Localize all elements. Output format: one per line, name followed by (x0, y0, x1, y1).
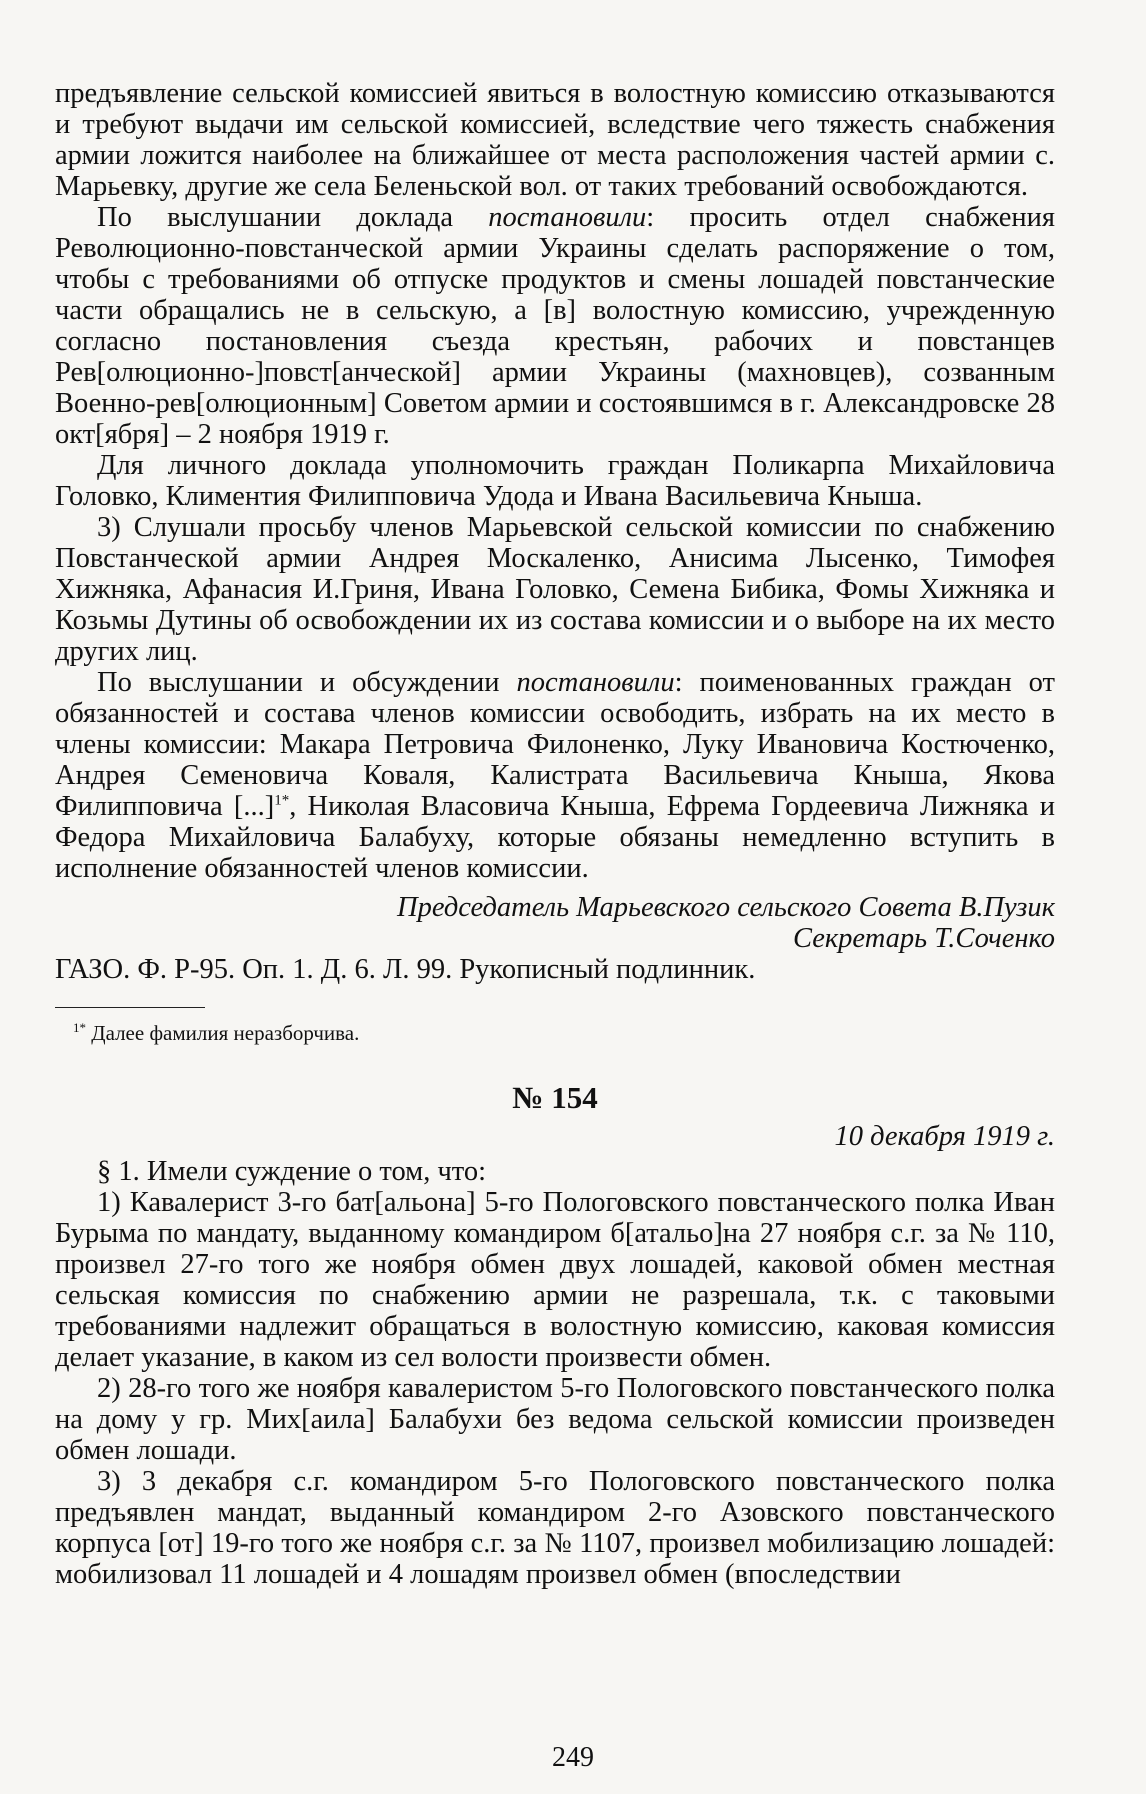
list-item: 1) Кавалерист 3-го бат[альона] 5-го Пологовского повстанческого полка Иван Бурыма по мандату, выданному командиром б[атальо]на 27 ноября с.г. за № 110, произвел 27-го того же ноября обмен двух лошадей, каковой обмен местная сельская комиссия по снабжению армии не разрешала, т.к. с таковыми требованиями надлежит обращаться в волостную комиссию, каковая комиссия делает указание, в каком из сел волости произвести обмен. (55, 1187, 1055, 1373)
page-number: 249 (552, 1742, 594, 1773)
paragraph-resolution-1 (55, 202, 1055, 450)
text-column (55, 78, 1055, 1590)
paragraph-item-3: 3) Слушали просьбу членов Марьевской сельской комиссии по снабжению Повстанческой армии Андрея Москаленко, Анисима Лысенко, Тимофея Хижняка, Афанасия И.Гриня, Ивана Головко, Семена Бибика, Фомы Хижняка и Козьмы Дутины об освобождении их из состава комиссии и о выборе на их место других лиц. (55, 512, 1055, 667)
paragraph-resolution-2 (55, 667, 1055, 884)
archive-reference: ГАЗО. Ф. Р-95. Оп. 1. Д. 6. Л. 99. Рукописный подлинник. (55, 954, 756, 985)
signature-chairman: Председатель Марьевского сельского Совета В.Пузик (397, 892, 1055, 923)
section-heading: § 1. Имели суждение о том, что: (97, 1156, 487, 1187)
paragraph-delegation: Для личного доклада уполномочить граждан Поликарпа Михайловича Головко, Климентия Филипповича Удода и Ивана Васильевича Кныша. (55, 450, 1055, 512)
footnote (55, 1020, 1055, 1046)
footnote-text: Далее фамилия неразборчива. (91, 1021, 360, 1045)
list-item: 2) 28-го того же ноября кавалеристом 5-го Пологовского повстанческого полка на дому у гр. Мих[аила] Балабухи без ведома сельской комиссии произведен обмен лошади. (55, 1373, 1055, 1466)
document-number: № 154 (512, 1080, 598, 1115)
footnote-reference: 1* (274, 792, 290, 809)
paragraph-continuation: предъявление сельской комиссией явиться в волостную комиссию отказываются и требуют выдачи им сельской комиссией, вследствие чего тяжесть снабжения армии ложится наиболее на ближайшее от места расположения частей армии с. Марьевку, другие же села Беленьской вол. от таких требований освобождаются. (55, 78, 1055, 202)
text-run: , Николая Власовича Кныша, Ефрема Гордеевича Лижняка и Федора Михайловича Балабуху, которые обязаны немедленно вступить в исполнение обязанностей членов комиссии. (55, 791, 1055, 884)
list-item: 3) 3 декабря с.г. командиром 5-го Пологовского повстанческого полка предъявлен мандат, выданный командиром 2-го Азовского повстанческого корпуса [от] 19-го того же ноября с.г. за № 1107, произвел мобилизацию лошадей: мобилизовал 11 лошадей и 4 лошадям произвел обмен (впоследствии (55, 1466, 1055, 1590)
footnote-mark: 1* (73, 1020, 86, 1035)
footnote-divider (55, 1007, 205, 1008)
text-run: По выслушании доклада (97, 202, 489, 233)
text-run: : поименованных граждан от обязанностей и состава членов комиссии освободить, избрать на их место в члены комиссии: Макара Петровича Филоненко, Луку Ивановича Костюченко, Андрея Семеновича Коваля, Калистрата Васильевича Кныша, Якова Филипповича [...] (55, 667, 1055, 822)
document-date: 10 декабря 1919 г. (834, 1121, 1055, 1152)
emphasis-text: постановили (488, 202, 647, 233)
text-run: По выслушании и обсуждении (97, 667, 517, 698)
text-run: : просить отдел снабжения Революционно-повстанческой армии Украины сделать распоряжение о том, чтобы с требованиями об отпуске продуктов и смены лошадей повстанческие части обращались не в сельскую, а [в] волостную комиссию, учрежденную согласно постановления съезда крестьян, рабочих и повстанцев Рев[олюционно-]повст[анческой] армии Украины (махновцев), созванным Военно-рев[олюционным] Советом армии и состоявшимся в г. Александровске 28 окт[ября] – 2 ноября 1919 г. (55, 202, 1056, 450)
emphasis-text: постановили (516, 667, 675, 698)
signature-secretary: Секретарь Т.Соченко (792, 923, 1055, 954)
